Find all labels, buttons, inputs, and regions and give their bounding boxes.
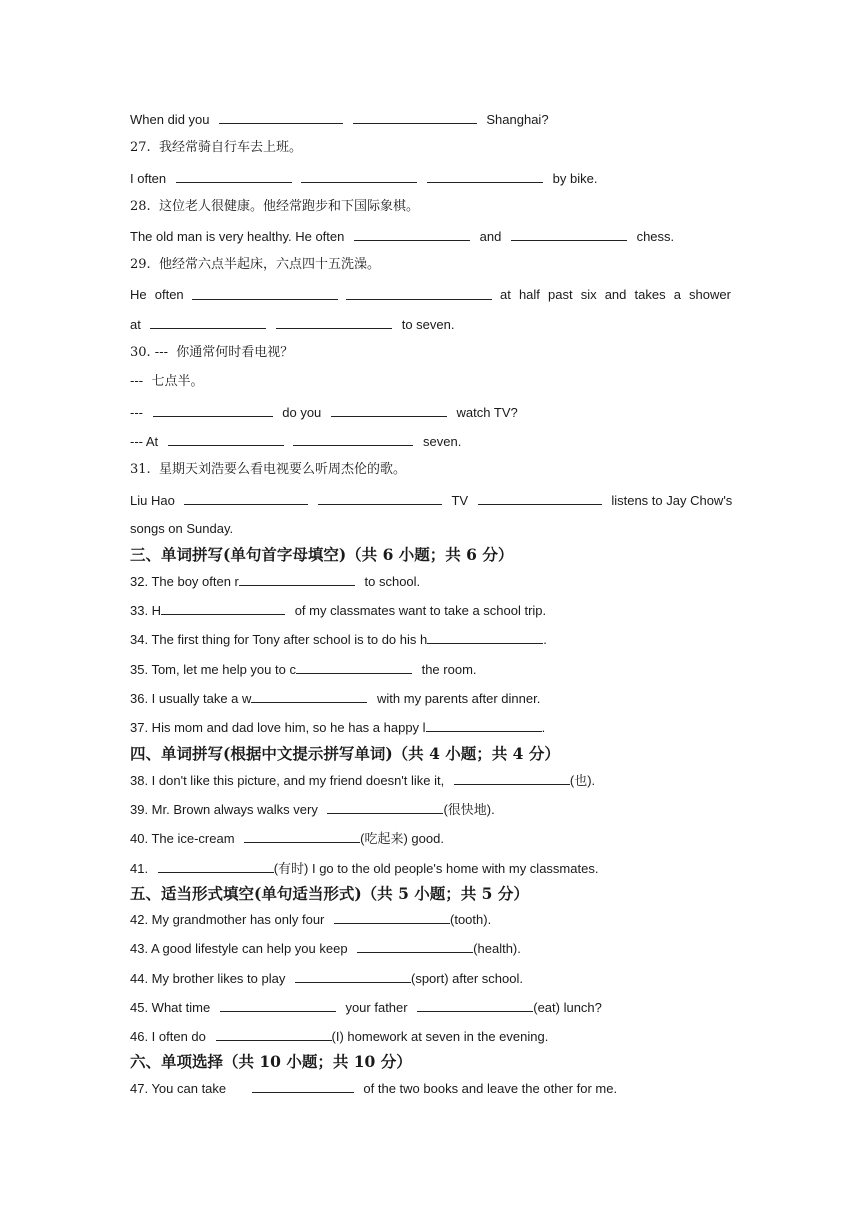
question-36: 36. I usually take a w with my parents after dinner. xyxy=(130,691,541,706)
question-31-line-2: songs on Sunday. xyxy=(130,521,234,536)
answer-blank[interactable] xyxy=(192,286,338,300)
question-29-line-1: He often at half past six and takes a shower xyxy=(130,287,731,302)
answer-blank[interactable] xyxy=(417,998,533,1012)
question-44: 44. My brother likes to play (sport) after school. xyxy=(130,971,523,986)
answer-blank[interactable] xyxy=(244,829,360,843)
question-28-prompt: 28. 这位老人很健康。他经常跑步和下国际象棋。 xyxy=(130,199,419,214)
answer-blank[interactable] xyxy=(327,800,443,814)
question-47: 47. You can take of the two books and leave the other for me. xyxy=(130,1081,618,1096)
answer-blank[interactable] xyxy=(153,403,273,417)
answer-blank[interactable] xyxy=(293,432,413,446)
question-33: 33. H of my classmates want to take a school trip. xyxy=(130,603,547,618)
question-41: 41. (有时) I go to the old people's home with my classmates. xyxy=(130,861,599,876)
question-29-prompt: 29. 他经常六点半起床，六点四十五洗澡。 xyxy=(130,257,380,272)
answer-blank[interactable] xyxy=(239,572,355,586)
answer-blank[interactable] xyxy=(427,169,543,183)
question-37: 37. His mom and dad love him, so he has a happy l . xyxy=(130,720,546,735)
answer-blank[interactable] xyxy=(426,718,542,732)
question-29-line-2: at to seven. xyxy=(130,317,455,332)
answer-blank[interactable] xyxy=(301,169,417,183)
section-6-heading: 六、单项选择（共 10 小题；共 10 分） xyxy=(130,1052,412,1071)
question-30-line-1: --- do you watch TV? xyxy=(130,405,518,420)
section-3-heading: 三、单词拼写(单句首字母填空)（共 6 小题；共 6 分） xyxy=(130,545,514,564)
answer-blank[interactable] xyxy=(354,227,470,241)
question-31-prompt: 31. 星期天刘浩要么看电视要么听周杰伦的歌。 xyxy=(130,462,406,477)
answer-blank[interactable] xyxy=(220,998,336,1012)
answer-blank[interactable] xyxy=(168,432,284,446)
answer-blank[interactable] xyxy=(219,110,343,124)
question-27-prompt: 27. 我经常骑自行车去上班。 xyxy=(130,140,302,155)
answer-blank[interactable] xyxy=(427,630,543,644)
answer-blank[interactable] xyxy=(511,227,627,241)
question-30-prompt: 30. --- 你通常何时看电视？ xyxy=(130,345,294,360)
answer-blank[interactable] xyxy=(296,660,412,674)
answer-blank[interactable] xyxy=(176,169,292,183)
answer-blank[interactable] xyxy=(184,491,308,505)
answer-blank[interactable] xyxy=(295,969,411,983)
question-28-line: The old man is very healthy. He often and chess. xyxy=(130,229,675,244)
answer-blank[interactable] xyxy=(353,110,477,124)
answer-blank[interactable] xyxy=(158,859,274,873)
question-30-line-2: --- At seven. xyxy=(130,434,462,449)
question-34: 34. The first thing for Tony after school is to do his h . xyxy=(130,632,547,647)
question-39: 39. Mr. Brown always walks very (很快地). xyxy=(130,802,495,817)
answer-blank[interactable] xyxy=(334,910,450,924)
question-46: 46. I often do (I) homework at seven in the evening. xyxy=(130,1029,549,1044)
question-45: 45. What time your father (eat) lunch? xyxy=(130,1000,602,1015)
answer-blank[interactable] xyxy=(252,1079,354,1093)
question-27-line: I often by bike. xyxy=(130,171,598,186)
question-26-line: When did you Shanghai? xyxy=(130,112,549,127)
section-5-heading: 五、适当形式填空(单句适当形式)（共 5 小题；共 5 分） xyxy=(130,884,529,903)
answer-blank[interactable] xyxy=(478,491,602,505)
question-35: 35. Tom, let me help you to c the room. xyxy=(130,662,477,677)
question-32: 32. The boy often r to school. xyxy=(130,574,421,589)
answer-blank[interactable] xyxy=(454,771,570,785)
answer-blank[interactable] xyxy=(251,689,367,703)
answer-blank[interactable] xyxy=(318,491,442,505)
question-38: 38. I don't like this picture, and my friend doesn't like it, (也). xyxy=(130,773,596,788)
answer-blank[interactable] xyxy=(216,1027,332,1041)
answer-blank[interactable] xyxy=(331,403,447,417)
answer-blank[interactable] xyxy=(150,315,266,329)
answer-blank[interactable] xyxy=(161,601,285,615)
question-31-line-1: Liu Hao TV listens to Jay Chow's xyxy=(130,493,733,508)
answer-blank[interactable] xyxy=(357,939,473,953)
section-4-heading: 四、单词拼写(根据中文提示拼写单词)（共 4 小题；共 4 分） xyxy=(130,744,560,763)
question-40: 40. The ice-cream (吃起来) good. xyxy=(130,831,444,846)
answer-blank[interactable] xyxy=(276,315,392,329)
question-43: 43. A good lifestyle can help you keep (health). xyxy=(130,941,521,956)
question-30-answer-prompt: --- 七点半。 xyxy=(130,374,204,389)
answer-blank[interactable] xyxy=(346,286,492,300)
question-42: 42. My grandmother has only four (tooth). xyxy=(130,912,492,927)
